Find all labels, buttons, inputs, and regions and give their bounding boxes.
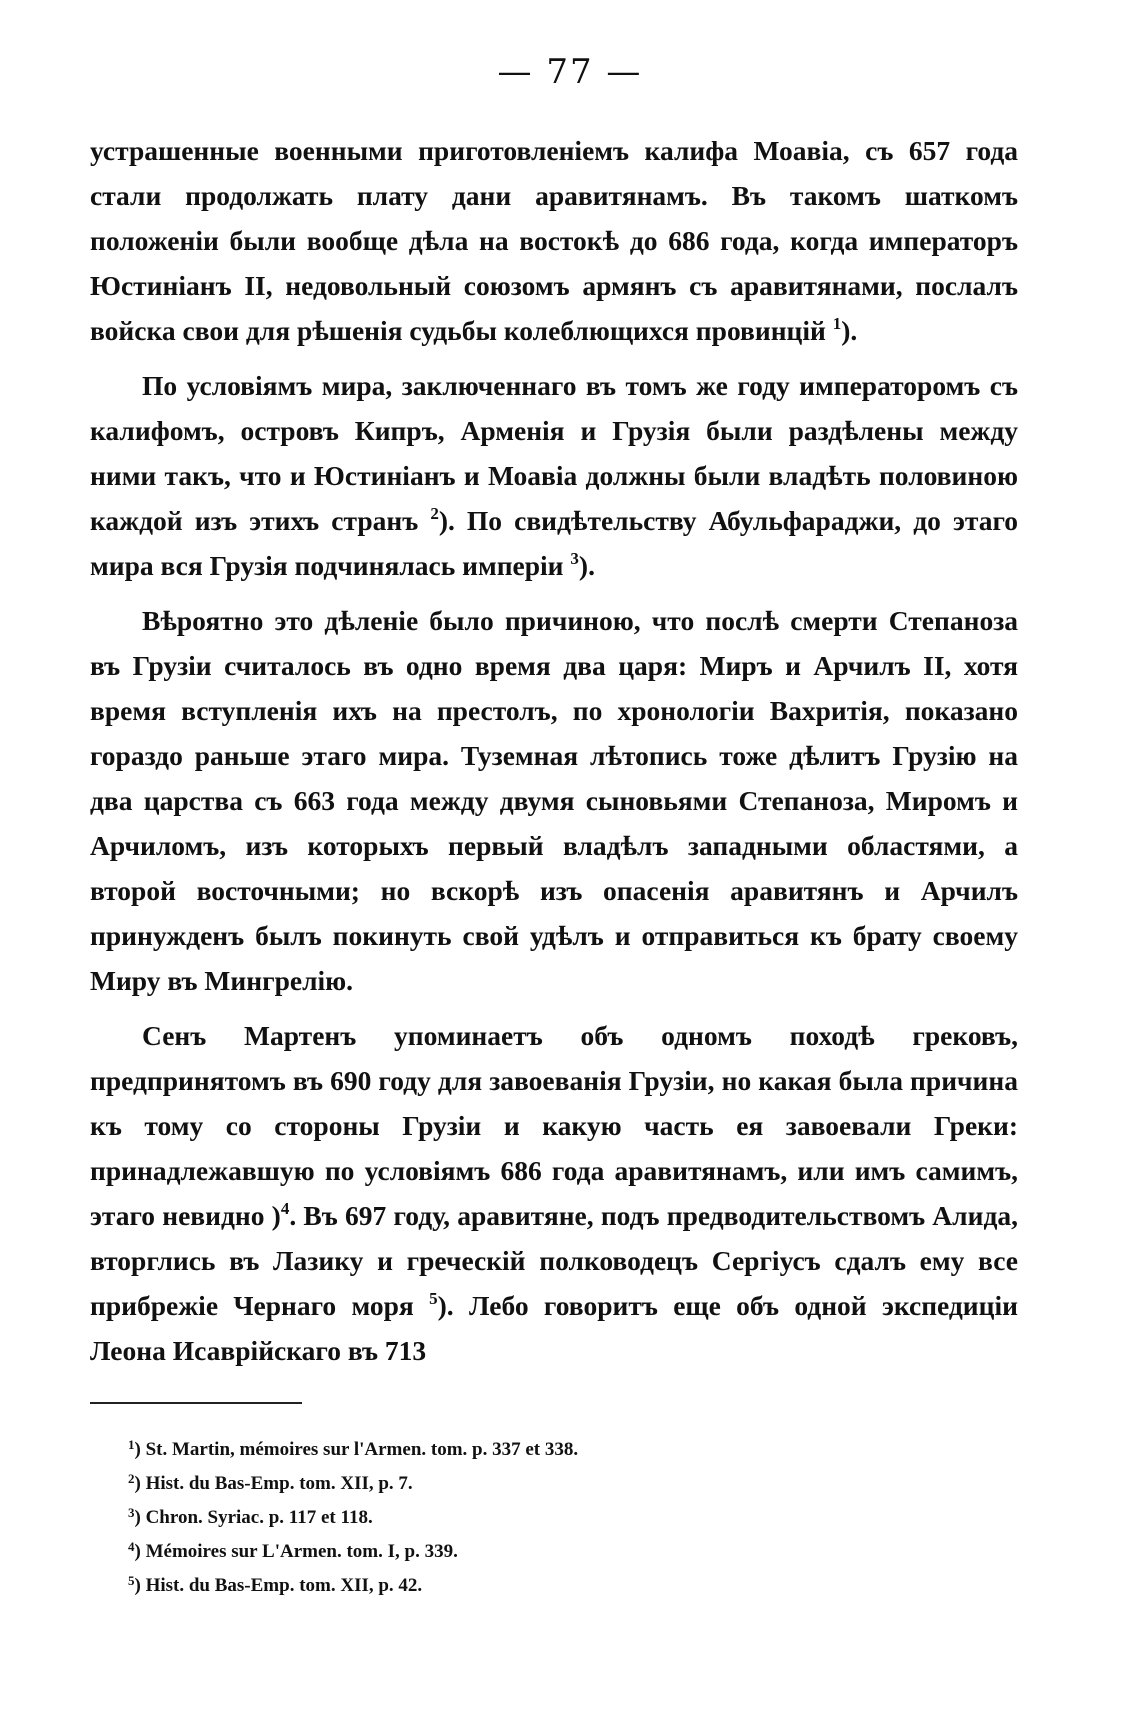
footnote-text: ) Chron. Syriac. p. 117 et 118. bbox=[134, 1507, 373, 1528]
footnote-reference: 5 bbox=[429, 1289, 438, 1308]
text-run: Вѣроятно это дѣленіе было причиною, что послѣ смерти Степаноза въ Грузіи считалось въ одно время два царя: Миръ и Арчилъ II, хотя время вступленія ихъ на престолъ, по хронологіи Вахритія, показано гораздо раньше этаго мира. Туземная лѣтопись тоже дѣлитъ Грузію на два царства съ 663 года между двумя сыновьями Степаноза, Миромъ и Арчиломъ, изъ которыхъ первый владѣлъ западными областями, а второй восточными; но вскорѣ изъ опасенія аравитянъ и Арчилъ принужденъ былъ покинуть свой удѣлъ и отправиться къ брату своему Миру въ Мингрелію. bbox=[90, 605, 1018, 996]
text-run: ). Лебо говоритъ еще объ одной экспедиціи Леона Исаврійскаго въ 713 bbox=[90, 1290, 1018, 1366]
footnote-marker: 2 bbox=[128, 1471, 135, 1486]
footnote-reference: 2 bbox=[430, 504, 439, 523]
text-run: ). bbox=[578, 550, 595, 581]
footnotes bbox=[128, 1430, 988, 1600]
text-run: ). По свидѣтельству Абульфараджи, до этаго мира вся Грузія подчинялась имперіи bbox=[90, 505, 1018, 581]
footnote-marker: 1 bbox=[128, 1437, 135, 1452]
footnote-reference: 4 bbox=[280, 1199, 290, 1218]
text-run: . Въ 697 году, аравитяне, подъ предводительствомъ Алида, вторглись въ Лазику и греческій полководецъ Сергіусъ сдалъ ему все прибрежіе Чернаго моря bbox=[90, 1200, 1018, 1321]
footnote-text: ) Hist. du Bas-Emp. tom. XII, p. 7. bbox=[134, 1473, 413, 1494]
footnote-marker: 4 bbox=[128, 1539, 135, 1554]
page-number: — 77 — bbox=[497, 52, 643, 92]
text-run: ). bbox=[841, 315, 858, 346]
text-run: По условіямъ мира, заключеннаго въ томъ же году императоромъ съ калифомъ, островъ Кипръ, Арменія и Грузія были раздѣлены между ними такъ, что и Юстиніанъ и Моавіа должны были владѣть половиною каждой изъ этихъ странъ bbox=[90, 370, 1018, 536]
footnote-reference: 3 bbox=[570, 549, 579, 568]
footnote-marker: 5 bbox=[128, 1573, 135, 1588]
paragraph bbox=[90, 128, 1018, 353]
footnote bbox=[128, 1532, 988, 1566]
footnote bbox=[128, 1498, 988, 1532]
footnote-marker: 3 bbox=[128, 1505, 135, 1520]
main-text bbox=[90, 128, 1018, 1383]
footnote bbox=[128, 1464, 988, 1498]
footnote-text: ) Mémoires sur L'Armen. tom. I, p. 339. bbox=[134, 1541, 458, 1562]
footnote-text: ) St. Martin, mémoires sur l'Armen. tom. p. 337 et 338. bbox=[134, 1439, 579, 1460]
footnote bbox=[128, 1566, 988, 1600]
footnote-reference: 1 bbox=[832, 314, 842, 333]
paragraph bbox=[90, 363, 1018, 588]
text-run: устрашенные военными приготовленіемъ калифа Моавіа, съ 657 года стали продолжать плату дани аравитянамъ. Въ такомъ шаткомъ положеніи были вообще дѣла на востокѣ до 686 года, когда императоръ Юстиніанъ II, недовольный союзомъ армянъ съ аравитянами, послалъ войска свои для рѣшенія судьбы колеблющихся провинцій bbox=[90, 135, 1018, 346]
footnote bbox=[128, 1430, 988, 1464]
footnote-text: ) Hist. du Bas-Emp. tom. XII, p. 42. bbox=[134, 1575, 423, 1596]
footnote-divider bbox=[90, 1402, 302, 1404]
text-run: Сенъ Мартенъ упоминаетъ объ одномъ походѣ грековъ, предпринятомъ въ 690 году для завоеванія Грузіи, но какая была причина къ тому со стороны Грузіи и какую часть ея завоевали Греки: принадлежавшую по условіямъ 686 года аравитянамъ, или имъ самимъ, этаго невидно ) bbox=[90, 1020, 1018, 1231]
paragraph bbox=[90, 598, 1018, 1003]
paragraph bbox=[90, 1013, 1018, 1373]
